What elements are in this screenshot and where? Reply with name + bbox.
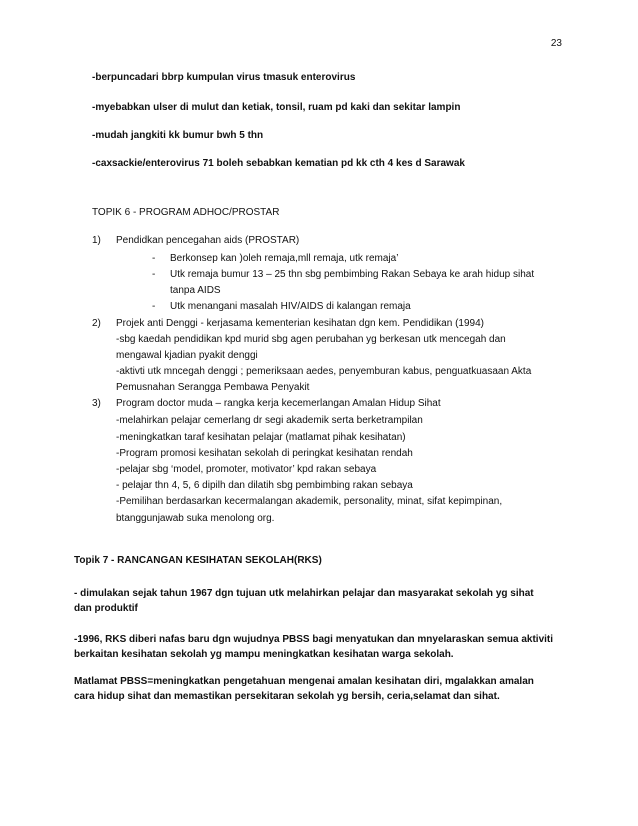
item1-dash-1: Berkonsep kan )oleh remaja,mll remaja, utk remaja’: [170, 253, 399, 264]
item3-line-6: - pelajar thn 4, 5, 6 dipilh dan dilatih sbg pembimbing rakan sebaya: [116, 480, 413, 491]
topik7-heading: Topik 7 - RANCANGAN KESIHATAN SEKOLAH(RKS): [74, 555, 322, 566]
item1-dash-3: Utk menangani masalah HIV/AIDS di kalangan remaja: [170, 301, 411, 312]
item3-line-7: -Pemilihan berdasarkan kecermalangan akademik, personality, minat, sifat kepimpinan,: [116, 496, 503, 507]
item3-number: 3): [92, 398, 101, 409]
bullet-line-1: -berpuncadari bbrp kumpulan virus tmasuk enterovirus: [92, 72, 356, 83]
topik7-paragraph-1: - dimulakan sejak tahun 1967 dgn tujuan utk melahirkan pelajar dan masyarakat sekolah yg sihat dan produktif: [74, 588, 534, 614]
item2-line-5: Pemusnahan Serangga Pembawa Penyakit: [116, 382, 310, 393]
bullet-line-4: -caxsackie/enterovirus 71 boleh sebabkan kematian pd kk cth 4 kes d Sarawak: [92, 158, 465, 169]
item3-line-8: btanggunjawab suka menolong org.: [116, 513, 275, 524]
item2-line-1: Projek anti Denggi - kerjasama kementerian kesihatan dgn kem. Pendidikan (1994): [116, 318, 484, 329]
item1-title: Pendidkan pencegahan aids (PROSTAR): [116, 235, 300, 246]
bullet-line-3: -mudah jangkiti kk bumur bwh 5 thn: [92, 130, 264, 141]
dash-marker: -: [152, 253, 156, 264]
item3-line-2: -melahirkan pelajar cemerlang dr segi akademik serta berketrampilan: [116, 415, 423, 426]
item1-dash-2: Utk remaja bumur 13 – 25 thn sbg pembimbing Rakan Sebaya ke arah hidup sihat: [170, 269, 535, 280]
item3-line-4: -Program promosi kesihatan sekolah di peringkat kesihatan rendah: [116, 448, 413, 459]
page-number: 23: [550, 38, 562, 49]
item2-line-2: -sbg kaedah pendidikan kpd murid sbg agen perubahan yg berkesan utk mencegah dan: [116, 334, 506, 345]
topik7-paragraph-2: -1996, RKS diberi nafas baru dgn wujudnya PBSS bagi menyatukan dan mnyelaraskan semua aktiviti berkaitan kesihatan sekolah yg mampu meningkatkan kesihatan warga sekolah.: [74, 634, 554, 660]
item1-number: 1): [92, 235, 101, 246]
item2-number: 2): [92, 318, 101, 329]
item1-dash-2-cont: tanpa AIDS: [170, 285, 221, 296]
topik7-paragraph-3: Matlamat PBSS=meningkatkan pengetahuan mengenai amalan kesihatan diri, mgalakkan amalan cara hidup sihat dan memastikan persekitaran sekolah yg bersih, ceria,selamat dan sihat.: [74, 676, 534, 702]
dash-marker: -: [152, 301, 156, 312]
item2-line-3: mengawal kjadian pyakit denggi: [116, 350, 258, 361]
item3-line-3: -meningkatkan taraf kesihatan pelajar (matlamat pihak kesihatan): [116, 432, 406, 443]
item3-line-5: -pelajar sbg ‘model, promoter, motivator’ kpd rakan sebaya: [116, 464, 377, 475]
topik6-heading: TOPIK 6 - PROGRAM ADHOC/PROSTAR: [92, 207, 280, 218]
dash-marker: -: [152, 269, 156, 280]
item3-line-1: Program doctor muda – rangka kerja kecemerlangan Amalan Hidup Sihat: [116, 398, 441, 409]
item2-line-4: -aktivti utk mncegah denggi ; pemeriksaan aedes, penyemburan kabus, penguatkuasaan Akta: [116, 366, 532, 377]
bullet-line-2: -myebabkan ulser di mulut dan ketiak, tonsil, ruam pd kaki dan sekitar lampin: [92, 102, 461, 113]
